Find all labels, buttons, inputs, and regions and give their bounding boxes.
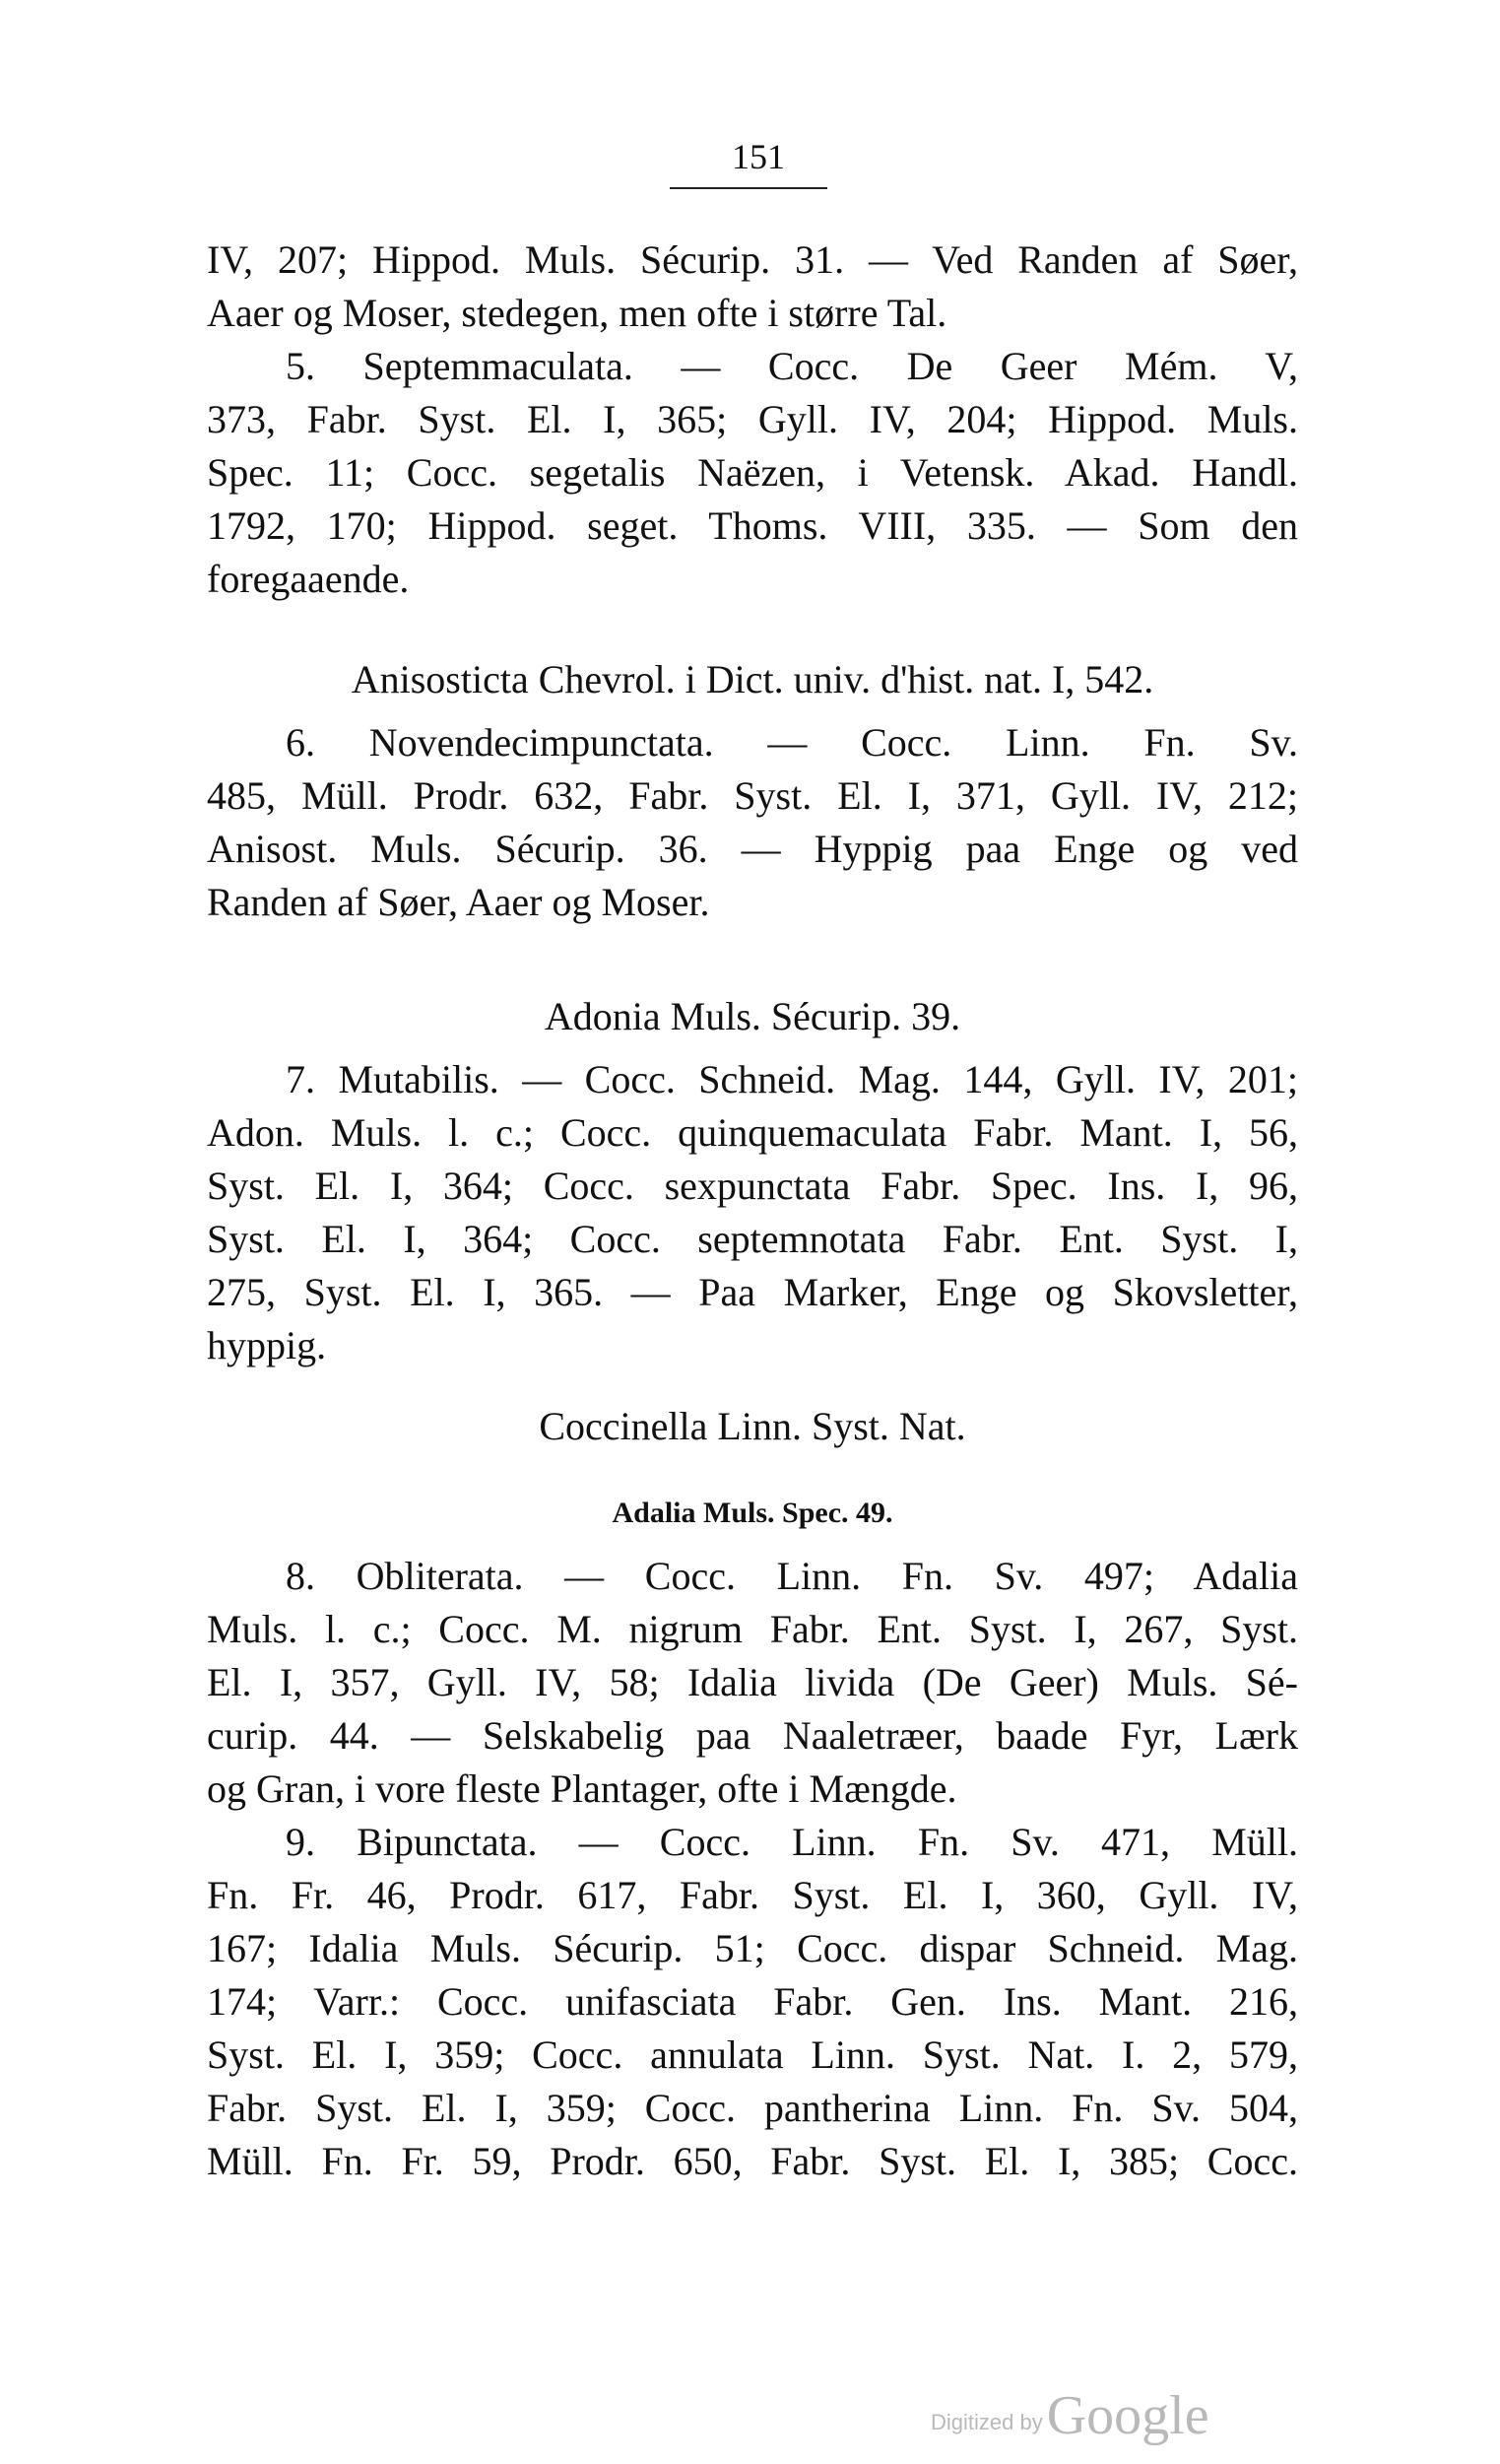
text-line: Syst. El. I, 364; Cocc. septemnotata Fabr. Ent. Syst. I, — [207, 1217, 1298, 1261]
species-heading-septemmaculata: 5. Septemmaculata. — Cocc. De Geer Mém. V, — [286, 344, 1298, 388]
text-line: Syst. El. I, 364; Cocc. sexpunctata Fabr. Spec. Ins. I, 96, — [207, 1164, 1298, 1208]
text-line: 485, Müll. Prodr. 632, Fabr. Syst. El. I, 371, Gyll. IV, 212; — [207, 773, 1298, 818]
google-logo: Google — [1046, 2385, 1209, 2446]
species-heading-novendecimpunctata: 6. Novendecimpunctata. — Cocc. Linn. Fn. Sv. — [286, 720, 1298, 765]
watermark-prefix: Digitized by — [931, 2410, 1043, 2434]
text-line: El. I, 357, Gyll. IV, 58; Idalia livida (De Geer) Muls. Sé- — [207, 1660, 1298, 1704]
digitized-watermark — [931, 2384, 1256, 2446]
species-heading-bipunctata: 9. Bipunctata. — Cocc. Linn. Fn. Sv. 471, Müll. — [286, 1820, 1298, 1864]
text-line: 275, Syst. El. I, 365. — Paa Marker, Enge og Skovsletter, — [207, 1270, 1298, 1314]
text-line: Aaer og Moser, stedegen, men ofte i større Tal. — [207, 291, 947, 335]
text-line: curip. 44. — Selskabelig paa Naaletræer, baade Fyr, Lærk — [207, 1713, 1298, 1758]
text-line: Fabr. Syst. El. I, 359; Cocc. pantherina Linn. Fn. Sv. 504, — [207, 2086, 1298, 2130]
species-heading-obliterata: 8. Obliterata. — Cocc. Linn. Fn. Sv. 497; Adalia — [286, 1554, 1298, 1598]
page-number-rule — [670, 187, 827, 189]
text-line: hyppig. — [207, 1323, 327, 1367]
text-line: 174; Varr.: Cocc. unifasciata Fabr. Gen. Ins. Mant. 216, — [207, 1979, 1298, 2024]
text-line: 1792, 170; Hippod. seget. Thoms. VIII, 335. — Som den — [207, 503, 1298, 548]
page-number: 151 — [732, 137, 785, 176]
text-line: Spec. 11; Cocc. segetalis Naëzen, i Vetensk. Akad. Handl. — [207, 450, 1298, 495]
genus-heading-anisosticta: Anisosticta Chevrol. i Dict. univ. d'hist. nat. I, 542. — [351, 657, 1154, 701]
text-line: Muls. l. c.; Cocc. M. nigrum Fabr. Ent. Syst. I, 267, Syst. — [207, 1607, 1298, 1651]
text-line: og Gran, i vore fleste Plantager, ofte i Mængde. — [207, 1766, 957, 1811]
text-line: IV, 207; Hippod. Muls. Sécurip. 31. — Ved Randen af Søer, — [207, 237, 1298, 282]
genus-heading-coccinella: Coccinella Linn. Syst. Nat. — [539, 1404, 966, 1448]
species-heading-mutabilis: 7. Mutabilis. — Cocc. Schneid. Mag. 144, Gyll. IV, 201; — [286, 1057, 1298, 1101]
text-line: Anisost. Muls. Sécurip. 36. — Hyppig paa Enge og ved — [207, 827, 1298, 871]
text-line: Müll. Fn. Fr. 59, Prodr. 650, Fabr. Syst. El. I, 385; Cocc. — [207, 2139, 1298, 2183]
text-line: Randen af Søer, Aaer og Moser. — [207, 880, 710, 924]
text-line: Syst. El. I, 359; Cocc. annulata Linn. Syst. Nat. I. 2, 579, — [207, 2032, 1298, 2077]
text-line: 167; Idalia Muls. Sécurip. 51; Cocc. dispar Schneid. Mag. — [207, 1926, 1298, 1970]
text-line: 373, Fabr. Syst. El. I, 365; Gyll. IV, 204; Hippod. Muls. — [207, 397, 1298, 441]
text-line: foregaaende. — [207, 557, 410, 601]
genus-heading-adonia: Adonia Muls. Sécurip. 39. — [544, 994, 961, 1038]
subgenus-heading-adalia: Adalia Muls. Spec. 49. — [612, 1497, 893, 1529]
text-line: Fn. Fr. 46, Prodr. 617, Fabr. Syst. El. I, 360, Gyll. IV, — [207, 1873, 1298, 1917]
text-line: Adon. Muls. l. c.; Cocc. quinquemaculata Fabr. Mant. I, 56, — [207, 1110, 1298, 1155]
